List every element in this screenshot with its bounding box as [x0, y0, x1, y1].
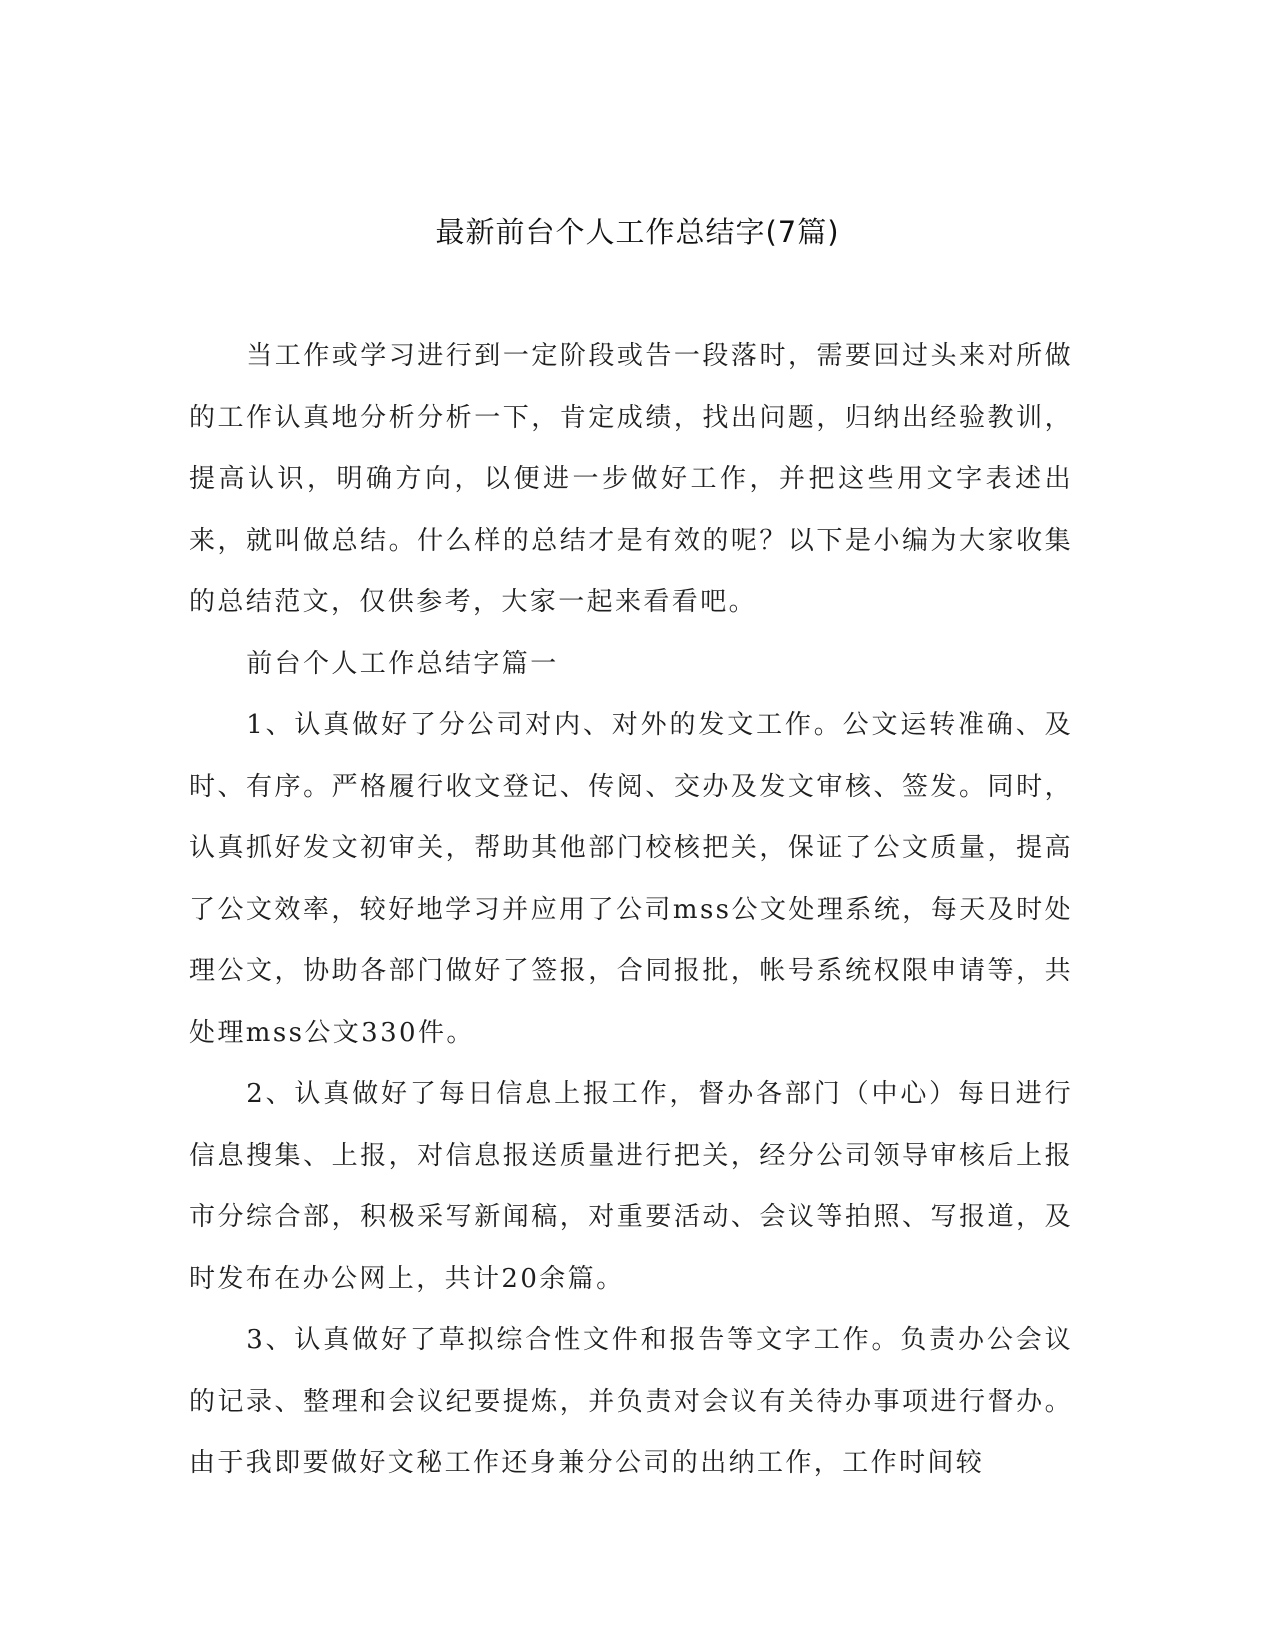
document-title: 最新前台个人工作总结字(7篇): [435, 215, 840, 249]
document-body: [189, 326, 1073, 1495]
item-paragraph-3: 3、认真做好了草拟综合性文件和报告等文字工作。负责办公会议的记录、整理和会议纪要提炼，并负责对会议有关待办事项进行督办。由于我即要做好文秘工作还身兼分公司的出纳工作，工作时间较: [189, 1325, 1073, 1478]
intro-paragraph: 当工作或学习进行到一定阶段或告一段落时，需要回过头来对所做的工作认真地分析分析一下，肯定成绩，找出问题，归纳出经验教训，提高认识，明确方向，以便进一步做好工作，并把这些用文字表述出来，就叫做总结。什么样的总结才是有效的呢？以下是小编为大家收集的总结范文，仅供参考，大家一起来看看吧。: [189, 341, 1073, 617]
section-heading: 前台个人工作总结字篇一: [246, 648, 559, 679]
item-paragraph-1: 1、认真做好了分公司对内、对外的发文工作。公文运转准确、及时、有序。严格履行收文登记、传阅、交办及发文审核、签发。同时，认真抓好发文初审关，帮助其他部门校核把关，保证了公文质量，提高了公文效率，较好地学习并应用了公司mss公文处理系统，每天及时处理公文，协助各部门做好了签报，合同报批，帐号系统权限申请等，共处理mss公文330件。: [189, 710, 1073, 1048]
item-paragraph-2: 2、认真做好了每日信息上报工作，督办各部门（中心）每日进行信息搜集、上报，对信息报送质量进行把关，经分公司领导审核后上报市分综合部，积极采写新闻稿，对重要活动、会议等拍照、写报道，及时发布在办公网上，共计20余篇。: [189, 1079, 1073, 1294]
